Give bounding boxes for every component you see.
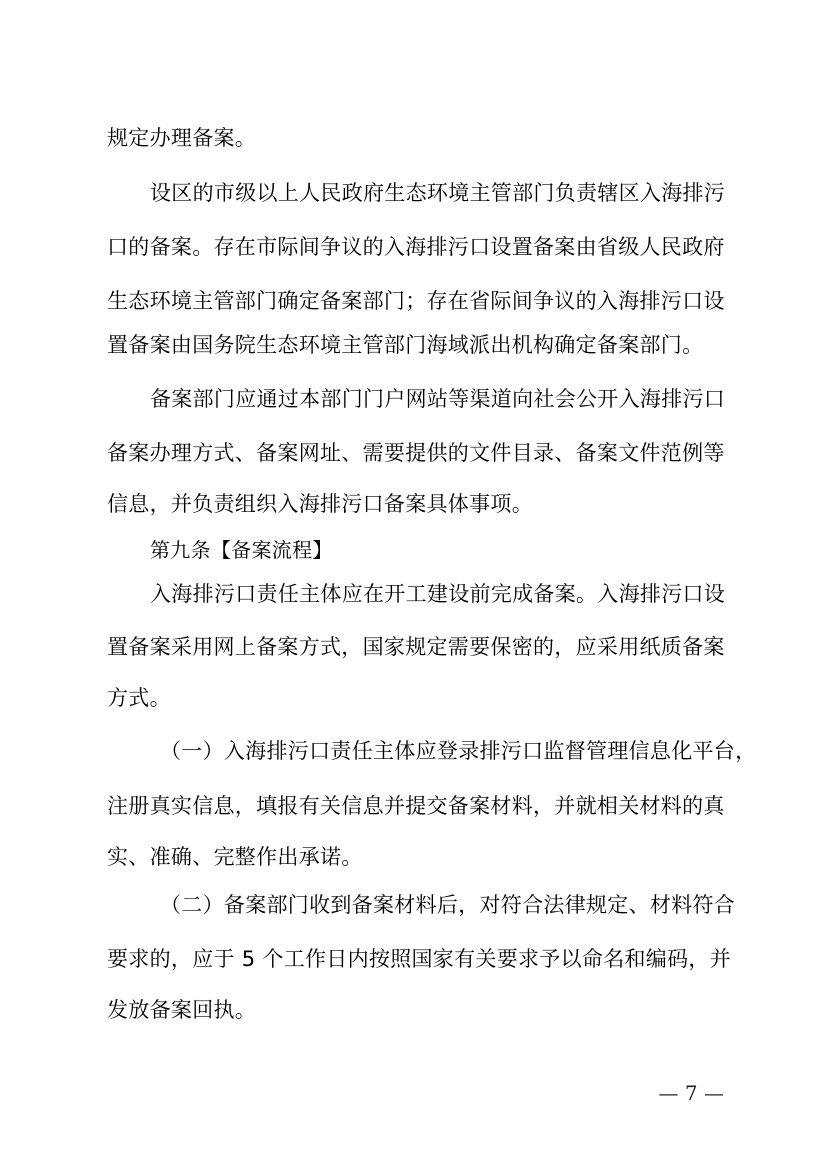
paragraph-line: 实、准确、完整作出承诺。: [107, 845, 363, 869]
paragraph-line: 备案部门应通过本部门门户网站等渠道向社会公开入海排污口: [150, 387, 726, 411]
paragraph-line: 方式。: [107, 686, 171, 710]
paragraph-line: （二）备案部门收到备案材料后，对符合法律规定、材料符合: [160, 893, 736, 917]
paragraph-line: 置备案采用网上备案方式，国家规定需要保密的，应采用纸质备案: [107, 635, 725, 659]
paragraph-line: 信息，并负责组织入海排污口备案具体事项。: [107, 492, 533, 516]
paragraph-line: （一）入海排污口责任主体应登录排污口监督管理信息化平台，: [160, 739, 757, 763]
paragraph-line: 口的备案。存在市际间争议的入海排污口设置备案由省级人民政府: [107, 235, 725, 259]
paragraph-line: 生态环境主管部门确定备案部门；存在省际间争议的入海排污口设: [107, 289, 725, 313]
paragraph-line: 注册真实信息，填报有关信息并提交备案材料，并就相关材料的真: [107, 794, 725, 818]
paragraph-line: 置备案由国务院生态环境主管部门海域派出机构确定备案部门。: [107, 333, 704, 357]
paragraph-line: 设区的市级以上人民政府生态环境主管部门负责辖区入海排污: [150, 181, 726, 205]
paragraph-line: 发放备案回执。: [107, 998, 257, 1022]
page-number: — 7 —: [658, 1081, 724, 1105]
section-heading: 第九条【备案流程】: [150, 538, 333, 562]
paragraph-line: 规定办理备案。: [107, 126, 257, 150]
paragraph-line: 备案办理方式、备案网址、需要提供的文件目录、备案文件范例等: [107, 441, 725, 465]
paragraph-line: 要求的，应于 5 个工作日内按照国家有关要求予以命名和编码，并: [107, 947, 732, 971]
paragraph-line: 入海排污口责任主体应在开工建设前完成备案。入海排污口设: [150, 582, 726, 606]
